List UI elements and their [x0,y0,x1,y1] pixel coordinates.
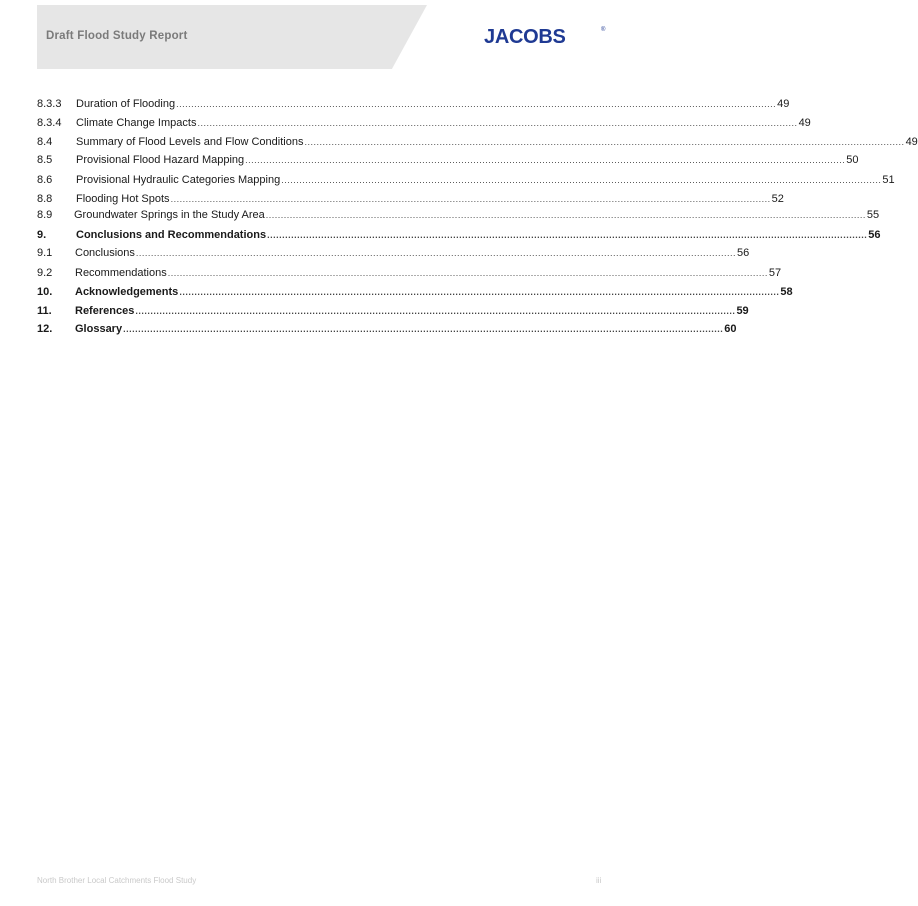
toc-entry-number: 8.8 [37,193,53,205]
toc-entry-page: 57 [768,267,782,279]
toc-entry-number: 8.3.4 [37,117,62,129]
dot-leader: ........................................................................................................................................................................................................ [167,268,768,278]
toc-entry-page: 49 [798,117,811,129]
registered-mark: ® [601,27,606,33]
toc-entry-title: Flooding Hot Spots [76,193,170,205]
toc-entry-title: Conclusions [75,247,135,259]
toc-entry[interactable] [37,304,749,318]
dot-leader: ........................................................................................................................................................................................................ [135,248,737,258]
toc-entry[interactable] [37,246,750,260]
toc-entry-title: Duration of Flooding [76,98,176,110]
footer-document-name: North Brother Local Catchments Flood Study [37,876,197,885]
toc-entry-page: 49 [905,136,918,148]
dot-leader: ........................................................................................................................................................................................................ [304,137,905,147]
dot-leader: ........................................................................................................................................................................................................ [267,230,868,240]
toc-entry-title: Acknowledgements [75,286,179,298]
toc-entry-page: 60 [724,323,737,335]
footer-page-number: iii [596,876,602,885]
toc-entry-title: Summary of Flood Levels and Flow Conditions [76,136,304,148]
toc-entry-number: 10. [37,286,53,298]
toc-entry-page: 50 [846,154,859,166]
toc-entry-number: 8.4 [37,136,53,148]
report-title: Draft Flood Study Report [46,30,188,42]
toc-entry[interactable] [37,153,859,167]
toc-entry-number: 8.3.3 [37,98,62,110]
toc-entry-title: Provisional Flood Hazard Mapping [76,154,245,166]
toc-entry-page: 51 [882,174,895,186]
toc-entry-title: Recommendations [75,267,167,279]
toc-entry-page: 56 [868,229,881,241]
toc-entry-page: 58 [780,286,793,298]
toc-entry[interactable] [37,228,881,242]
toc-entry-title: Provisional Hydraulic Categories Mapping [76,174,281,186]
dot-leader: ........................................................................................................................................................................................................ [135,306,736,316]
toc-entry[interactable] [37,208,880,222]
toc-entry-title: References [75,305,135,317]
toc-entry-title: Climate Change Impacts [76,117,197,129]
jacobs-logo: JACOBS [484,26,566,48]
toc-entry-page: 52 [771,193,784,205]
toc-entry-page: 49 [777,98,790,110]
toc-entry-number: 11. [37,305,52,317]
toc-entry-title: Glossary [75,323,123,335]
toc-entry[interactable] [37,266,782,280]
dot-leader: ........................................................................................................................................................................................................ [281,175,882,185]
toc-entry[interactable] [37,192,784,206]
dot-leader: ........................................................................................................................................................................................................ [179,287,780,297]
toc-entry-number: 9.1 [37,247,53,259]
toc-entry-title: Conclusions and Recommendations [76,229,267,241]
toc-entry[interactable] [37,285,793,299]
toc-entry-number: 9. [37,229,47,241]
toc-entry[interactable] [37,135,918,149]
dot-leader: ........................................................................................................................................................................................................ [170,194,771,204]
toc-entry-number: 8.9 [37,209,53,221]
toc-entry[interactable] [37,116,811,130]
toc-entry-page: 55 [866,209,880,221]
toc-entry-page: 56 [737,247,750,259]
toc-entry[interactable] [37,173,895,187]
toc-entry[interactable] [37,97,790,111]
toc-entry-page: 59 [736,305,749,317]
dot-leader: ........................................................................................................................................................................................................ [245,155,846,165]
dot-leader: ........................................................................................................................................................................................................ [176,99,777,109]
toc-entry-number: 12. [37,323,53,335]
toc-entry-number: 8.5 [37,154,53,166]
toc-entry[interactable] [37,322,737,336]
toc-entry-number: 8.6 [37,174,53,186]
dot-leader: ........................................................................................................................................................................................................ [197,118,798,128]
dot-leader: ........................................................................................................................................................................................................ [123,324,724,334]
dot-leader: ........................................................................................................................................................................................................ [265,210,866,220]
toc-entry-title: Groundwater Springs in the Study Area [74,209,265,221]
toc-entry-number: 9.2 [37,267,53,279]
